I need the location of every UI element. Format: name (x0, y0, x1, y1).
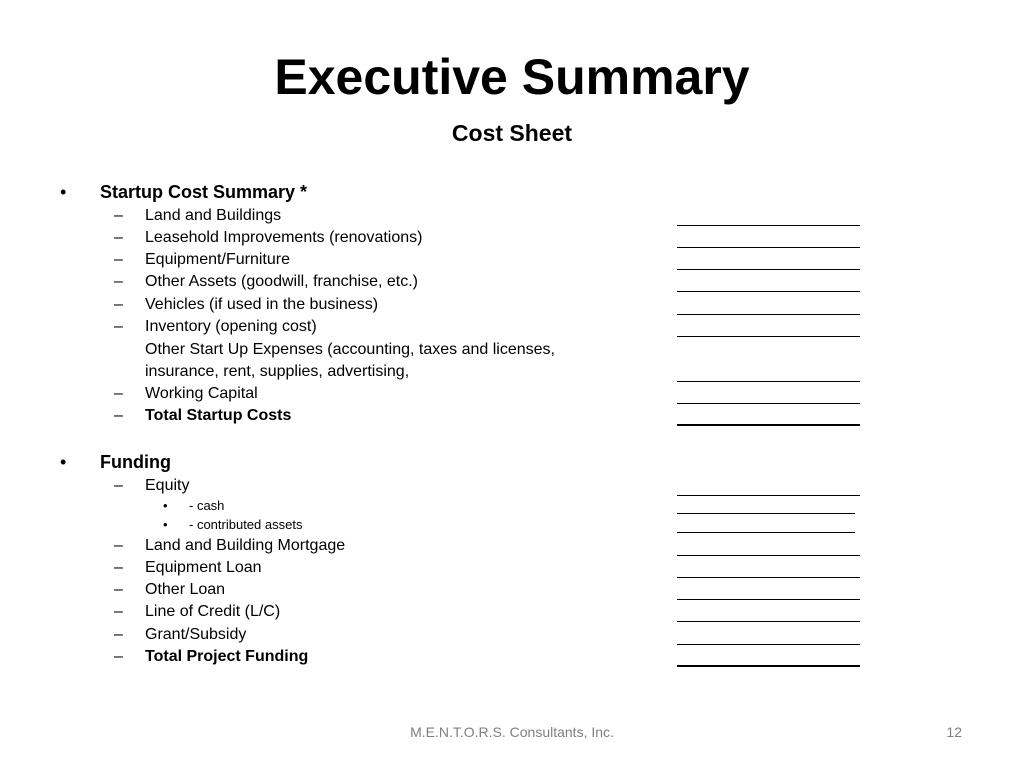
list-item (0, 475, 1024, 497)
fill-in-line (677, 269, 860, 270)
slide-subtitle: Cost Sheet (451, 120, 573, 146)
fill-in-line (677, 532, 855, 533)
item-label: Other Loan (145, 581, 226, 598)
list-item (0, 339, 1024, 361)
fill-in-line (677, 225, 860, 226)
list-item (0, 579, 1024, 601)
list-item (0, 646, 1024, 668)
dash-icon: – (114, 626, 123, 643)
list-item (0, 535, 1024, 557)
fill-in-line (677, 314, 860, 315)
dash-icon: – (114, 251, 123, 268)
dash-icon: – (114, 407, 123, 424)
fill-in-line (677, 555, 860, 556)
bullet-icon: • (163, 517, 168, 532)
dash-icon: – (114, 273, 123, 290)
item-label: Vehicles (if used in the business) (145, 296, 379, 313)
section-heading-startup: Startup Cost Summary * (100, 182, 308, 202)
section-funding (0, 451, 1024, 473)
item-label: Working Capital (145, 385, 258, 402)
total-funding-label: Total Project Funding (145, 648, 309, 665)
list-item (0, 227, 1024, 249)
item-label: Inventory (opening cost) (145, 318, 317, 335)
fill-in-line (677, 644, 860, 645)
list-item (0, 294, 1024, 316)
footer-text: M.E.N.T.O.R.S. Consultants, Inc. (410, 724, 614, 740)
section-startup (0, 181, 1024, 203)
page-number: 12 (946, 724, 962, 740)
fill-in-line (677, 424, 860, 426)
fill-in-line (677, 336, 860, 337)
dash-icon: – (114, 477, 123, 494)
section-heading-funding: Funding (100, 452, 171, 472)
list-item (0, 383, 1024, 405)
list-item (0, 515, 1024, 534)
dash-icon: – (114, 559, 123, 576)
item-label: Other Assets (goodwill, franchise, etc.) (145, 273, 418, 290)
item-label: - cash (189, 498, 225, 513)
item-label: Grant/Subsidy (145, 626, 247, 643)
fill-in-line (677, 577, 860, 578)
item-label: Leasehold Improvements (renovations) (145, 229, 423, 246)
item-label: Land and Building Mortgage (145, 537, 346, 554)
dash-icon: – (114, 581, 123, 598)
list-item (0, 316, 1024, 338)
list-item (0, 271, 1024, 293)
list-item (0, 601, 1024, 623)
dash-icon: – (114, 385, 123, 402)
list-item (0, 624, 1024, 646)
item-label: Equipment/Furniture (145, 251, 290, 268)
fill-in-line (677, 513, 855, 514)
fill-in-line (677, 291, 860, 292)
list-item (0, 405, 1024, 427)
list-item (0, 249, 1024, 271)
item-label: insurance, rent, supplies, advertising, (145, 363, 410, 380)
dash-icon: – (114, 603, 123, 620)
item-label: Equity (145, 477, 190, 494)
fill-in-line (677, 621, 860, 622)
list-item (0, 496, 1024, 515)
fill-in-line (677, 599, 860, 600)
dash-icon: – (114, 296, 123, 313)
list-item (0, 205, 1024, 227)
item-label: Other Start Up Expenses (accounting, taxes and licenses, (145, 341, 555, 358)
item-label: Land and Buildings (145, 207, 282, 224)
dash-icon: – (114, 207, 123, 224)
fill-in-line (677, 247, 860, 248)
fill-in-line (677, 403, 860, 404)
bullet-icon: • (60, 182, 67, 202)
bullet-icon: • (60, 452, 67, 472)
list-item (0, 361, 1024, 383)
fill-in-line (677, 665, 860, 667)
list-item (0, 557, 1024, 579)
fill-in-line (677, 381, 860, 382)
total-startup-label: Total Startup Costs (145, 407, 292, 424)
dash-icon: – (114, 537, 123, 554)
dash-icon: – (114, 229, 123, 246)
item-label: Line of Credit (L/C) (145, 603, 281, 620)
dash-icon: – (114, 648, 123, 665)
item-label: - contributed assets (189, 517, 303, 532)
item-label: Equipment Loan (145, 559, 262, 576)
bullet-icon: • (163, 498, 168, 513)
slide-title: Executive Summary (274, 49, 750, 105)
dash-icon: – (114, 318, 123, 335)
